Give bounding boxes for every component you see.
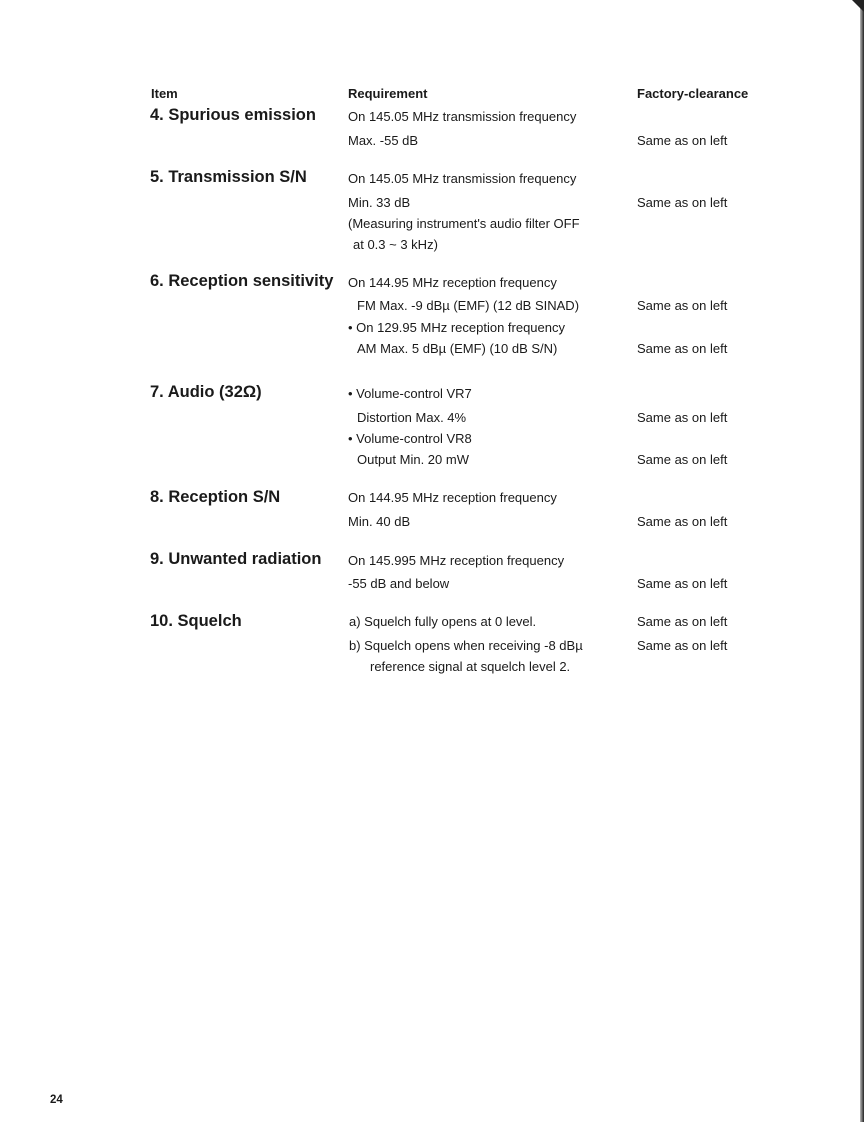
requirement-line: On 145.05 MHz transmission frequency [348, 171, 577, 186]
page-number: 24 [50, 1094, 63, 1106]
factory-clearance-value: Same as on left [637, 514, 728, 529]
requirement-line: • Volume-control VR7 [348, 386, 472, 401]
requirement-line: b) Squelch opens when receiving -8 dBµ [349, 638, 583, 653]
item-title-reception-sensitivity: 6. Reception sensitivity [150, 272, 334, 290]
requirement-line: • On 129.95 MHz reception frequency [348, 320, 566, 335]
requirement-line: On 144.95 MHz reception frequency [348, 490, 557, 505]
requirement-line: Output Min. 20 mW [357, 452, 469, 467]
requirement-line: On 145.05 MHz transmission frequency [348, 109, 577, 124]
factory-clearance-value: Same as on left [637, 638, 728, 653]
requirement-line: -55 dB and below [348, 576, 450, 591]
factory-clearance-value: Same as on left [637, 410, 728, 425]
requirement-line: Distortion Max. 4% [357, 410, 467, 425]
column-header-factory-clearance: Factory-clearance [637, 86, 749, 101]
item-title-squelch: 10. Squelch [150, 612, 242, 630]
requirement-line: Max. -55 dB [348, 133, 419, 148]
requirement-line: Min. 40 dB [348, 514, 411, 529]
factory-clearance-value: Same as on left [637, 195, 728, 210]
requirement-line: at 0.3 ~ 3 kHz) [353, 237, 438, 252]
page-right-edge [860, 0, 864, 1122]
requirement-line: AM Max. 5 dBµ (EMF) (10 dB S/N) [357, 341, 558, 356]
factory-clearance-value: Same as on left [637, 614, 728, 629]
item-title-unwanted-radiation: 9. Unwanted radiation [150, 550, 322, 568]
page-corner-mark [852, 0, 864, 12]
item-title-audio: 7. Audio (32Ω) [150, 383, 262, 401]
requirement-line: On 144.95 MHz reception frequency [348, 275, 557, 290]
factory-clearance-value: Same as on left [637, 133, 728, 148]
item-title-spurious-emission: 4. Spurious emission [150, 106, 316, 124]
column-header-item: Item [151, 86, 178, 101]
requirement-line: (Measuring instrument's audio filter OFF [348, 216, 580, 231]
requirement-line: On 145.995 MHz reception frequency [348, 553, 565, 568]
factory-clearance-value: Same as on left [637, 298, 728, 313]
requirement-line: FM Max. -9 dBµ (EMF) (12 dB SINAD) [357, 298, 580, 313]
factory-clearance-value: Same as on left [637, 341, 728, 356]
item-title-reception-sn: 8. Reception S/N [150, 488, 281, 506]
item-title-transmission-sn: 5. Transmission S/N [150, 168, 307, 186]
factory-clearance-value: Same as on left [637, 576, 728, 591]
requirement-line: reference signal at squelch level 2. [370, 659, 571, 674]
requirement-line: • Volume-control VR8 [348, 431, 472, 446]
requirement-line: Min. 33 dB [348, 195, 411, 210]
factory-clearance-value: Same as on left [637, 452, 728, 467]
requirement-line: a) Squelch fully opens at 0 level. [349, 614, 537, 629]
column-header-requirement: Requirement [348, 86, 428, 101]
